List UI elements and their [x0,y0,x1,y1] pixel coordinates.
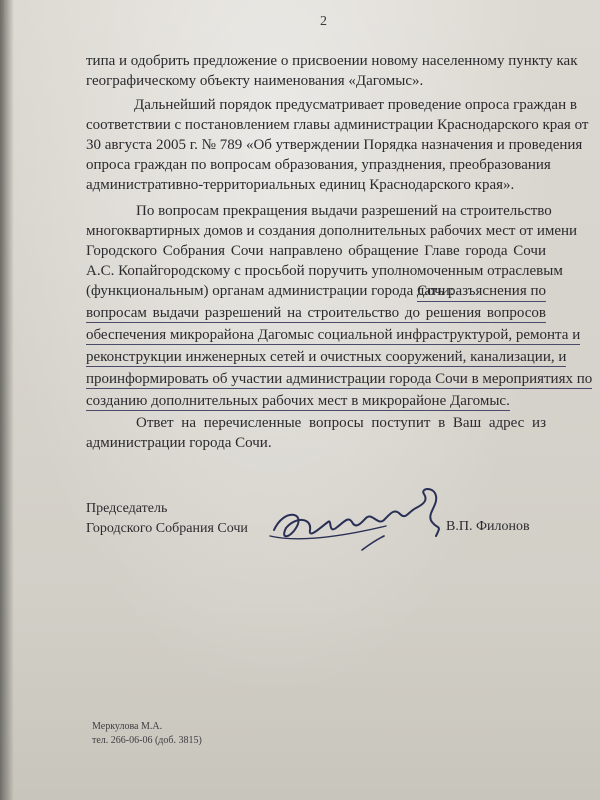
p3-line-7-text: обеспечения микрорайона Дагомыс социальной инфраструктурой, ремонта и [86,327,581,343]
p3-line-8-text: реконструкции инженерных сетей и очистных сооружений, канализации, и [86,349,567,365]
signatory-title-line-2: Городского Собрания Сочи [86,521,248,536]
paper-sheet [4,0,600,800]
page-number: 2 [320,14,327,29]
p3-line-5 [86,282,546,300]
p3-line-5-underlined: дать разъяснения по [417,282,546,302]
p2-line-4: опроса граждан по вопросам образования, упразднения, преобразования [86,157,551,173]
p2-line-2: соответствии с постановлением главы администрации Краснодарского края от [86,117,589,133]
p3-line-8 [86,348,567,366]
p3-line-4: А.С. Копайгородскому с просьбой поручить уполномоченным отраслевым [86,263,563,279]
p3-line-2: многоквартирных домов и создания дополнительных рабочих мест от имени [86,223,578,239]
handwritten-signature [266,478,451,558]
p3-line-5-plain: (функциональным) органам администрации города Сочи: [86,283,454,299]
p3-line-1: По вопросам прекращения выдачи разрешений на строительство [136,203,552,219]
p1-line-1: типа и одобрить предложение о присвоении новому населенному пункту как [86,53,578,69]
p2-line-3: 30 августа 2005 г. № 789 «Об утверждении Порядка назначения и проведения [86,137,583,153]
executor-name: Меркулова М.А. [92,721,163,732]
p4-line-1: Ответ на перечисленные вопросы поступит в Ваш адрес из [136,415,546,431]
p3-line-9-text: проинформировать об участии администрации города Сочи в мероприятиях по [86,371,593,387]
p3-line-6-text: вопросам выдачи разрешений на строительство до решения вопросов [86,305,546,321]
p1-line-2: географическому объекту наименования «Дагомыс». [86,73,424,89]
p3-line-9 [86,370,593,388]
p4-line-2: администрации города Сочи. [86,435,272,451]
signatory-title-line-1: Председатель [86,501,168,516]
page-edge-shadow [0,0,14,800]
p3-line-7 [86,326,581,344]
p3-line-10-text: созданию дополнительных рабочих мест в микрорайоне Дагомыс. [86,393,510,409]
p2-line-5: административно-территориальных единиц Краснодарского края». [86,177,515,193]
p3-line-10 [86,392,510,410]
p3-line-3: Городского Собрания Сочи направлено обращение Главе города Сочи [86,243,546,259]
signatory-name: В.П. Филонов [446,519,530,534]
executor-phone: тел. 266-06-06 (доб. 3815) [92,735,202,746]
p2-line-1: Дальнейший порядок предусматривает проведение опроса граждан в [134,97,577,113]
p3-line-6 [86,304,546,322]
